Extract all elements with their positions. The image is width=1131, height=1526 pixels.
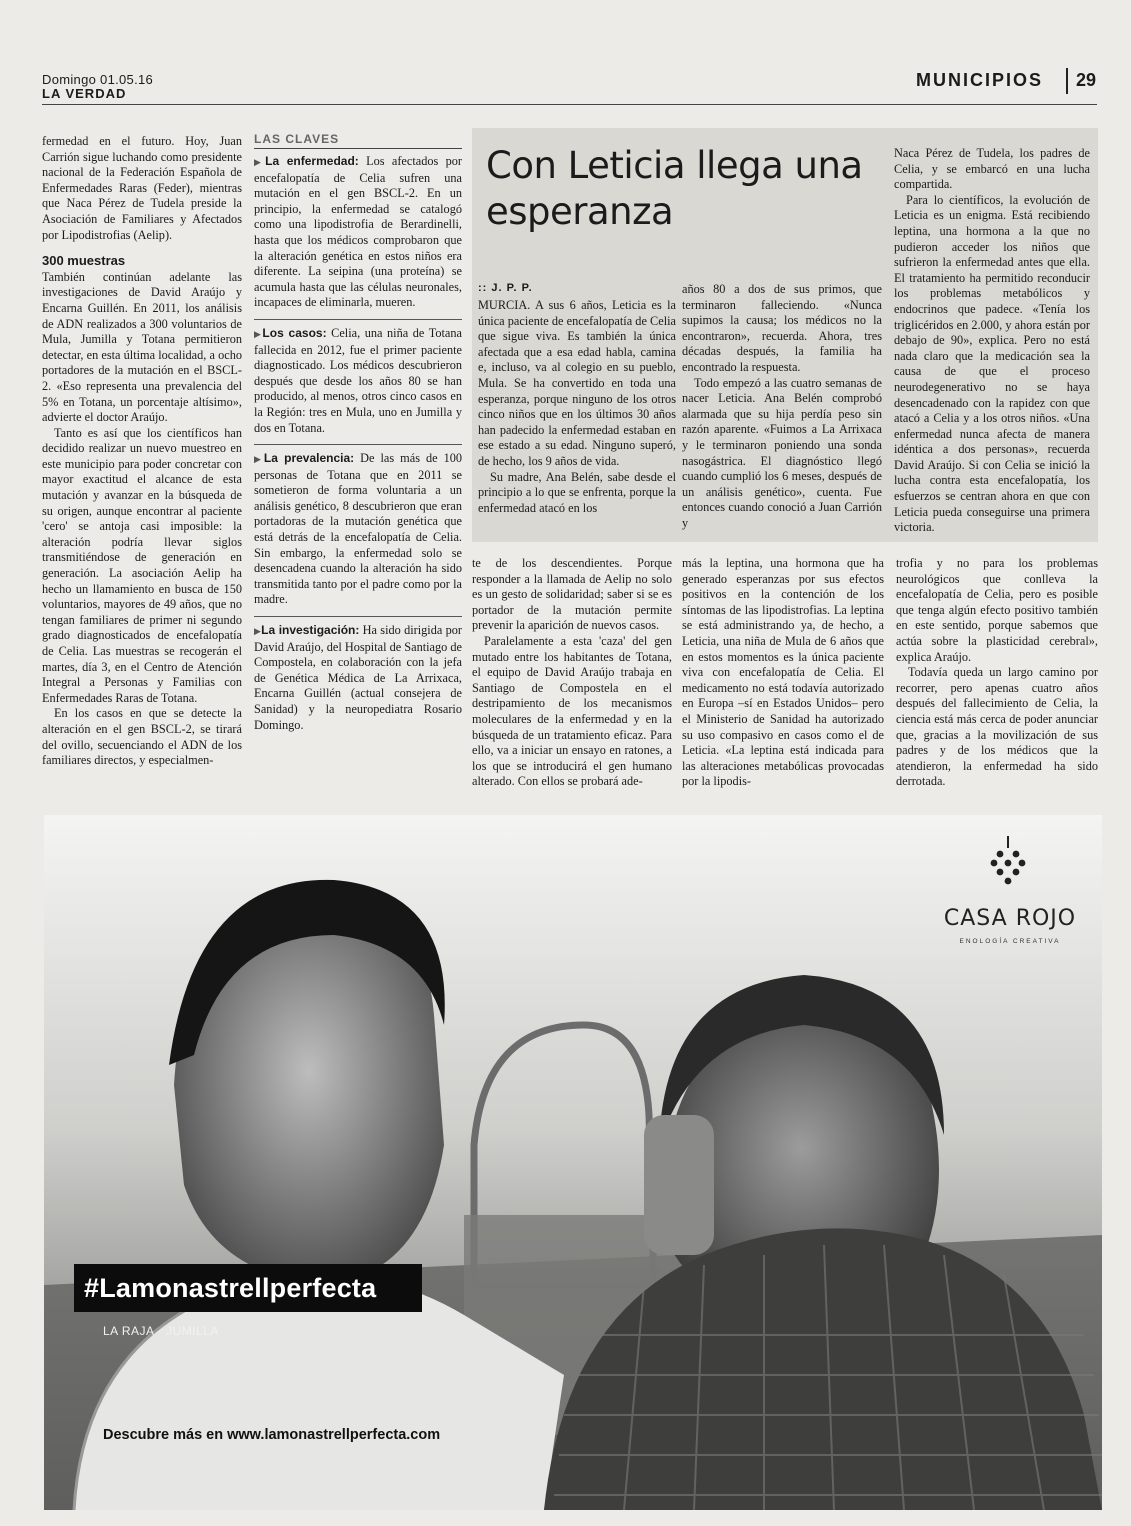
box-column-3 bbox=[894, 146, 1090, 538]
paragraph: más la leptina, una hormona que ha generado esperanzas por sus efectos positivos en la contención de los síntomas de las lipodistrofias. La leptina se está administrando ya, de hecho, a Leticia, una niña de Mula de 6 años que en estos momentos es la única paciente viva con encefalopatía de Celia. El medicamento no está todavía autorizado en Europa –sí en Estados Unidos– pero el Ministerio de Sanidad ha autorizado su uso compasivo en casos como el de Leticia. «La leptina está indicada para las alteraciones metabólicas provocadas por la lipodis- bbox=[682, 556, 884, 789]
ad-hashtag: #Lamonastrellperfecta bbox=[74, 1264, 422, 1312]
grape-logo-icon bbox=[988, 836, 1028, 894]
key-fact-text: Celia, una niña de Totana fallecida en 2012, fue el primer paciente diagnosticado. Los médicos descubrieron después que desde los años 80 se han producido, al menos, otros cinco casos en la Región: tres en Mula, uno en Jumilla y dos en Totana. bbox=[254, 325, 462, 435]
publication-name: LA VERDAD bbox=[42, 86, 127, 101]
key-fact-label: La enfermedad: bbox=[265, 154, 359, 168]
key-fact-text: Ha sido dirigida por David Araújo, del Hospital de Santiago de Compostela, en colaboración con la jefa de Genética Médica de La Arrixaca, Encarna Guillén (actual consejera de Sanidad) y la neuropediatra Rosario Domingo. bbox=[254, 623, 462, 732]
article-column-1 bbox=[42, 134, 242, 794]
byline: :: J. P. P. bbox=[478, 282, 533, 294]
paragraph: Tanto es así que los científicos han decidido realizar un nuevo muestreo en este municipio para poder concretar con mayor exactitud el alcance de esta mutación y avanzar en la búsqueda de su origen, aunque encontrar al paciente 'cero' se antoja casi imposible: la alteración podría llevar siglos transmitiéndose de generación en generación. La asociación Aelip ha hecho un llamamiento en busca de 150 voluntarios, mayores de 49 años, que no tengan familiares de primer ni segundo grado diagnosticados de encefalopatía de Celia. Las muestras se recogerán el martes, día 3, en el Centro de Atención Integral a Personas y Familias con Enfermedades Raras de Totana. bbox=[42, 425, 242, 705]
paragraph: Todo empezó a las cuatro semanas de nacer Leticia. Ana Belén comprobó alarmada que su hija perdía peso sin razón aparente. «Fuimos a La Arrixaca y le terminaron poniendo una sonda nasogástrica. El diagnóstico llegó cuando cumplió los 6 meses, después de un análisis genético», cuenta. Fue entonces cuando conoció a Juan Carrión y bbox=[682, 375, 882, 530]
issue-date: Domingo 01.05.16 bbox=[42, 72, 154, 87]
paragraph: fermedad en el futuro. Hoy, Juan Carrión sigue luchando como presidente nacional de la Federación Española de Enfermedades Raras (Feder), mientras que Naca Pérez de Tudela preside la Asociación de Familiares y Afectados por Lipodistrofias (Aelip). bbox=[42, 134, 242, 242]
key-facts-sidebar bbox=[254, 132, 462, 772]
key-fact-label: La investigación: bbox=[261, 623, 360, 638]
ad-brand-tagline: ENOLOGÍA CREATIVA bbox=[959, 938, 1061, 945]
paragraph: te de los descendientes. Porque responder a la llamada de Aelip no solo es un gesto de solidaridad; saber si se es portador de la mutación permite prevenir la aparición de nuevos casos. bbox=[472, 556, 672, 633]
paragraph: trofia y no para los problemas neurológicos que conlleva la encefalopatía de Celia, pero es posible que tenga algún efecto positivo también en este sentido, porque sabemos que actúa sobre la plasticidad cerebral», explica Araújo. bbox=[896, 556, 1098, 664]
box-column-1 bbox=[478, 298, 676, 538]
subheading: 300 muestras bbox=[42, 253, 126, 269]
paragraph: Para lo científicos, la evolución de Leticia es un enigma. Está recibiendo leptina, una hormona a la que no pudieron acceder los niños que sufrieron la enfermedad antes que ella. El tratamiento ha permitido reconducir los problemas metabólicos y endocrinos que padece. «Tenía los triglicéridos en 2.000, y ahora están por debajo de 90», explica. Pero no está nada claro que la medicación sea la causa de que el proceso neurodegenerativo no se haya desencadenado con la rapidez con que atacó a Celia y a los otros niños. «Una enfermedad nunca afecta de manera idéntica a dos personas», recuerda David Araújo. Si con Celia se inició la lucha contra esta encefalopatía, los esfuerzos se centran ahora en que con Leticia pueda conseguirse una primera victoria. bbox=[894, 192, 1090, 535]
key-fact-item bbox=[254, 623, 462, 741]
header-rule bbox=[42, 104, 1097, 105]
bullet-triangle-icon: ▶ bbox=[254, 328, 263, 339]
paragraph: En los casos en que se detecte la alteración en el gen BSCL-2, se tirará del ovillo, secuenciando el ADN de los familiares directos, y especialmen- bbox=[42, 706, 242, 768]
key-fact-label: Los casos: bbox=[262, 325, 327, 340]
paragraph: MURCIA. A sus 6 años, Leticia es la única paciente de encefalopatía de Celia que sigue viva. Es también la única afectada que a esa edad habla, camina e, incluso, va al colegio en su pueblo, Mula. Se ha convertido en toda una esperanza, porque ninguno de los otros cinco niños que en los últimos 30 años han padecido la enfermedad estaban en ese estado a su edad. Ninguno superó, de hecho, los 9 años de vida. bbox=[478, 298, 676, 468]
paragraph: Paralelamente a esta 'caza' del gen mutado entre los habitantes de Totana, el equipo de David Araújo trabaja en Santiago de Compostela en el destripamiento de los mecanismos moleculares de la enfermedad y en la búsqueda de un tratamiento eficaz. Para ello, va a iniciar un ensayo en ratones, a los que se introducirá el gen humano alterado. Con ellos se probará ade- bbox=[472, 633, 672, 789]
paragraph: Su madre, Ana Belén, sabe desde el principio a lo que se enfrenta, porque la enfermedad atacó en los bbox=[478, 469, 676, 515]
article-column-4 bbox=[472, 556, 672, 800]
key-fact-text: Los afectados por encefalopatía de Celia sufren una mutación en el gen BSCL-2. En un principio, la enfermedad se catalogó como una lipodistrofia de Berardinelli, hasta que los médicos comprobaron que la alteración genética en estos niños era diferente. La seipina (una proteína) se acumula hasta que las células neuronales, incapaces de eliminarla, mueren. bbox=[254, 154, 462, 310]
bullet-triangle-icon: ▶ bbox=[254, 626, 262, 637]
bullet-triangle-icon: ▶ bbox=[254, 454, 264, 465]
paragraph: Naca Pérez de Tudela, los padres de Celia, y se embarcó en una lucha compartida. bbox=[894, 146, 1090, 192]
article-column-6 bbox=[896, 556, 1098, 800]
ad-brand-name: CASA ROJO bbox=[943, 906, 1077, 931]
section-name: MUNICIPIOS bbox=[916, 70, 1044, 90]
paragraph: años 80 a dos de sus primos, que terminaron falleciendo. «Nunca supimos la causa; los médicos no la encontraron», recuerda. Ahora, tres décadas después, la familia ha encontrado la respuesta. bbox=[682, 282, 882, 374]
page-number: 29 bbox=[1076, 70, 1097, 90]
paragraph: También continúan adelante las investigaciones de David Araújo y Encarna Guillén. En 2011, los análisis de ADN realizados a 300 voluntarios de Mula, Jumilla y Totana permitieron detectar, en esta última localidad, a ocho portadores de la mutación en el BSCL-2. «Eso representa una prevalencia del 5% en Totana, un porcentaje altísimo», advierte el doctor Araújo. bbox=[42, 269, 242, 425]
key-fact-item bbox=[254, 154, 462, 320]
key-fact-label: La prevalencia: bbox=[263, 451, 355, 466]
sidebar-title: LAS CLAVES bbox=[254, 132, 462, 149]
ad-location: LA RAJA · JUMILLA bbox=[103, 1324, 219, 1338]
key-fact-text: De las más de 100 personas de Totana que en 2011 se sometieron de forma voluntaria a un análisis genético, 8 descubrieron que eran portadoras de la mutación genética que está detrás de la encefalopatía de Celia. Sin embargo, la enfermedad solo se desencadena cuando la alteración ha sido transmitida tanto por el padre como por la madre. bbox=[254, 451, 463, 607]
sub-article-headline: Con Leticia llega una esperanza bbox=[486, 144, 863, 233]
key-fact-item bbox=[254, 326, 462, 445]
paragraph: Todavía queda un largo camino por recorrer, pero apenas cuatro años después del fallecimiento de Celia, la ciencia está más cerca de poder anunciar que, gracias a la movilización de sus padres y de los médicos que la atendieron, la enfermedad ha sido derrotada. bbox=[896, 665, 1098, 789]
key-fact-item bbox=[254, 451, 462, 617]
article-column-5 bbox=[682, 556, 884, 800]
box-column-2 bbox=[682, 282, 882, 538]
bullet-triangle-icon: ▶ bbox=[254, 157, 266, 167]
ad-url-line: Descubre más en www.lamonastrellperfecta.com bbox=[103, 1427, 441, 1443]
header-separator bbox=[1066, 68, 1068, 94]
